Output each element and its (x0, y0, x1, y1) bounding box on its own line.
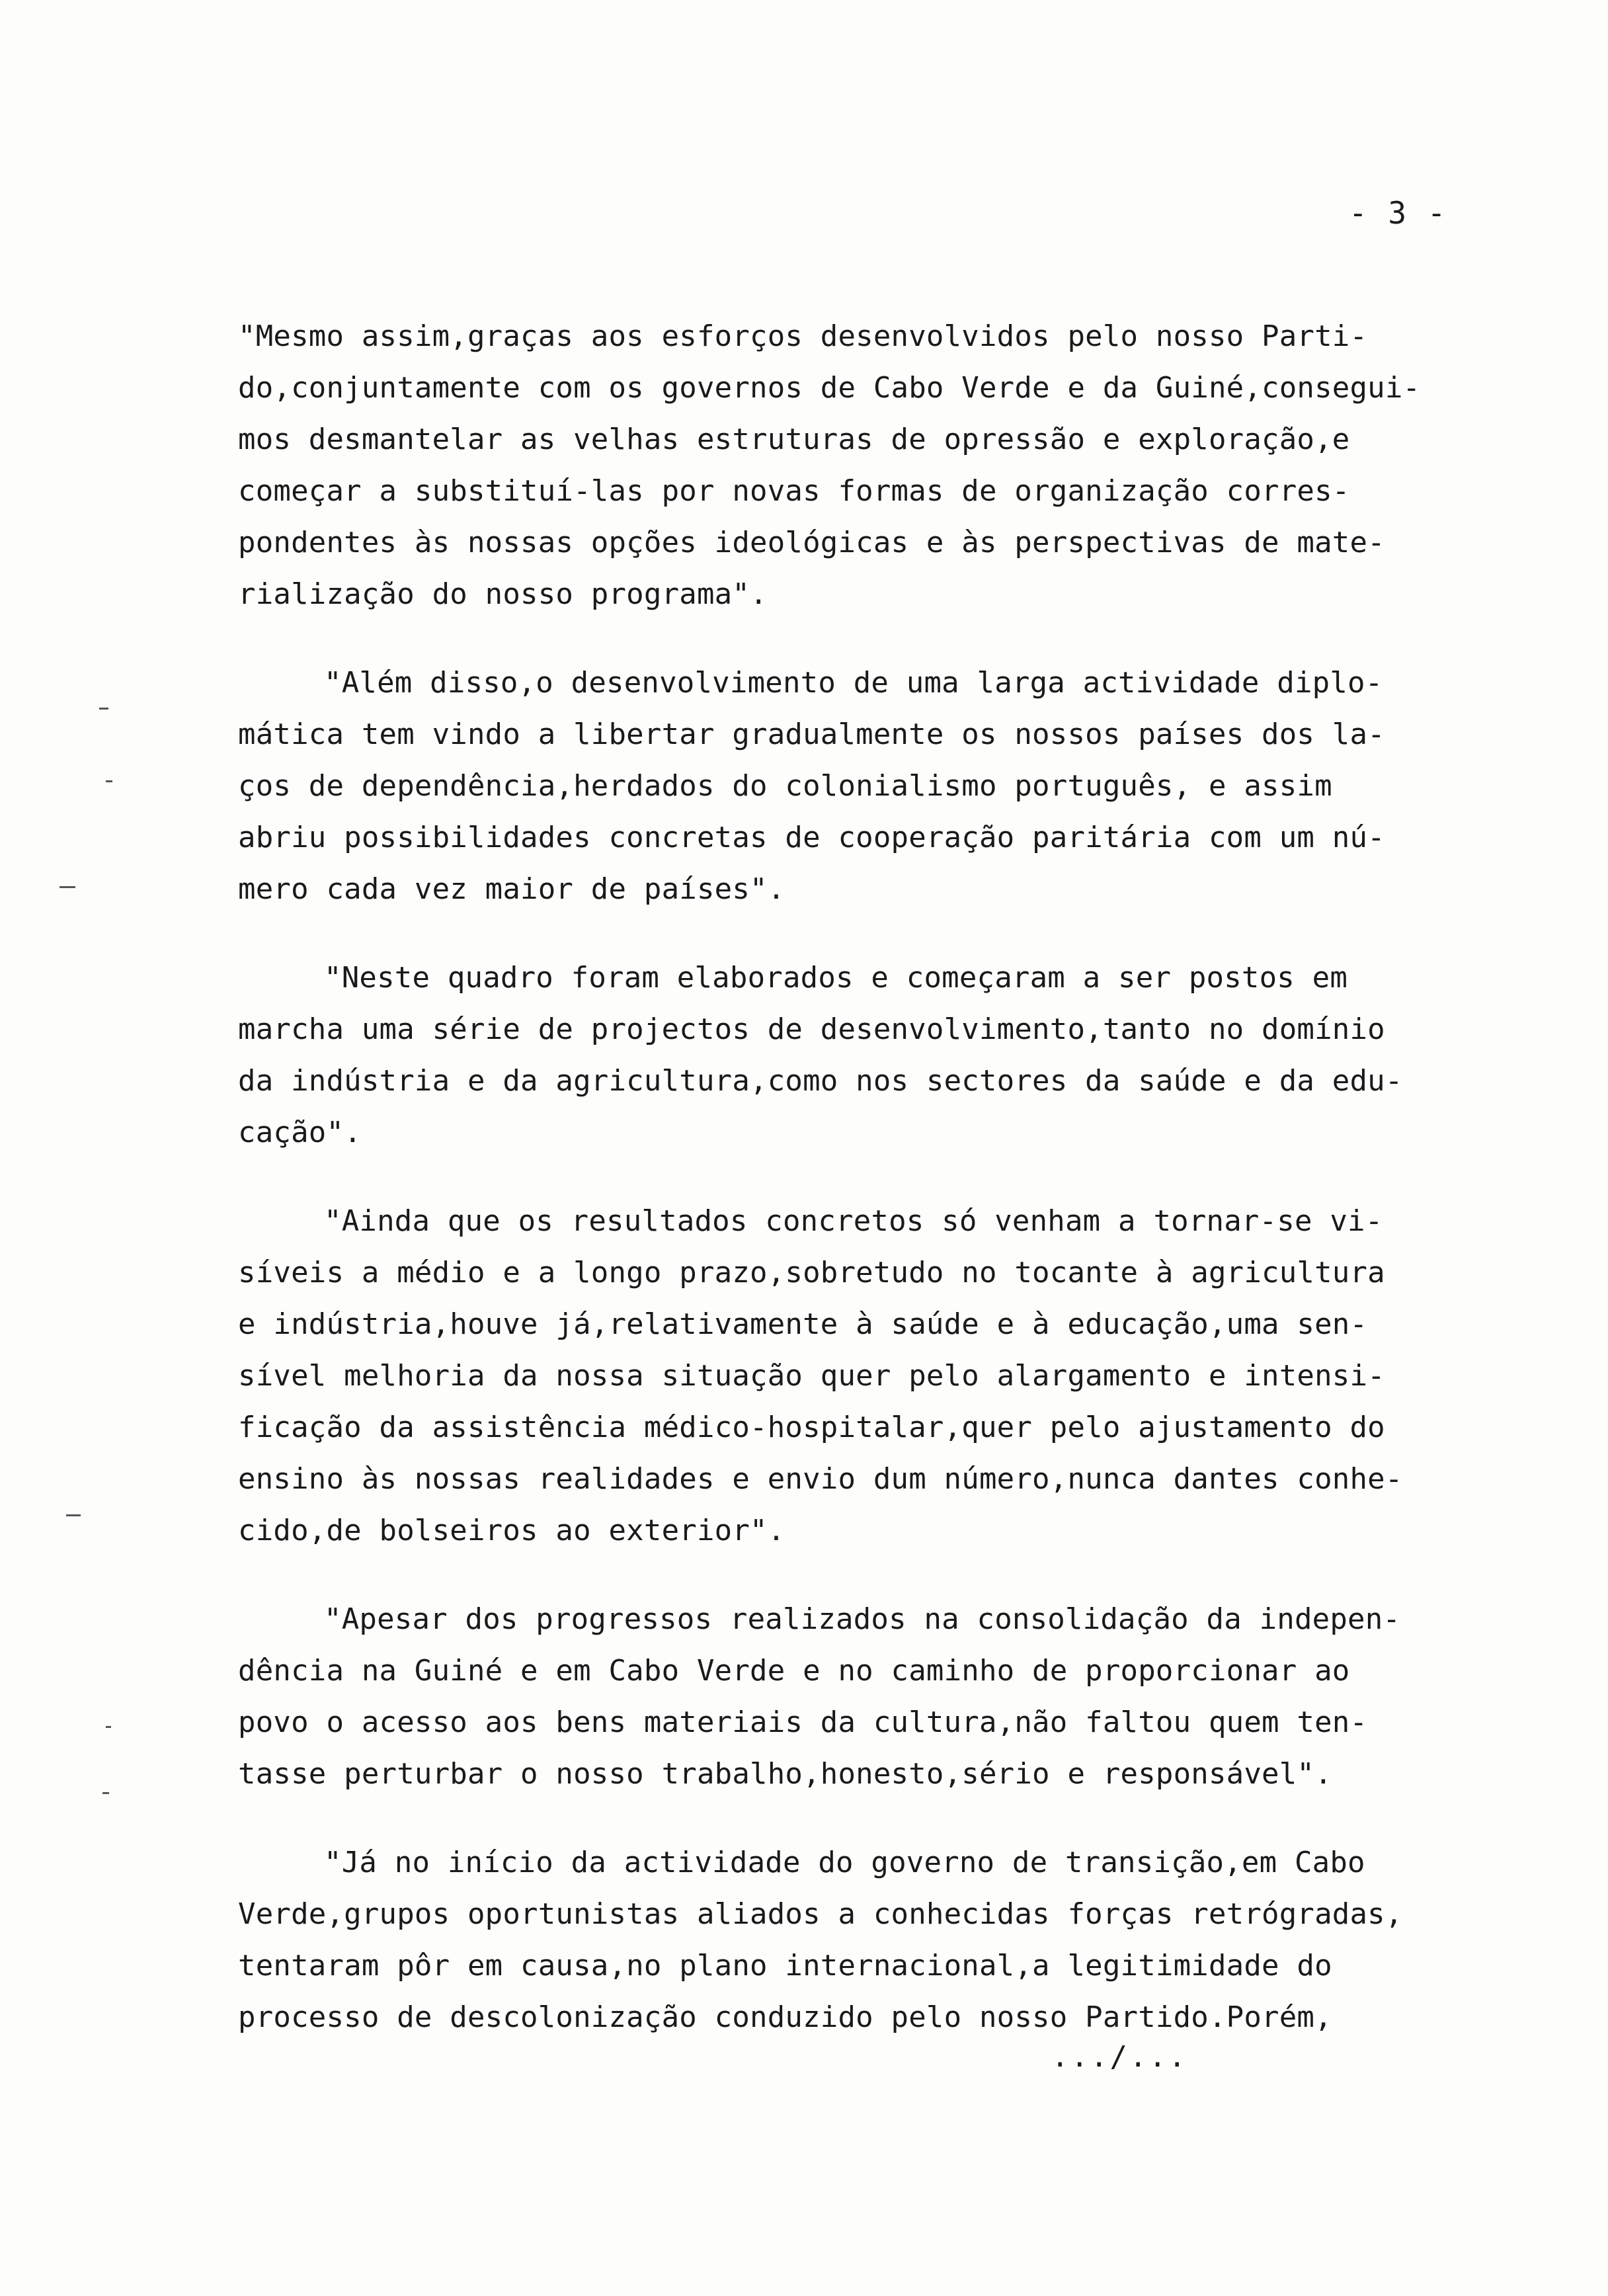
text-line: síveis a médio e a longo prazo,sobretudo no tocante à agricultura (238, 1256, 1385, 1290)
continuation-marker: .../... (1051, 2040, 1188, 2074)
text-line: mos desmantelar as velhas estruturas de opressão e exploração,e (238, 423, 1350, 456)
margin-mark (99, 708, 108, 710)
margin-mark (66, 1514, 81, 1516)
text-line: pondentes às nossas opções ideológicas e às perspectivas de mate- (238, 526, 1385, 559)
text-line: começar a substituí-las por novas formas de organização corres- (238, 474, 1350, 508)
text-line: mática tem vindo a libertar gradualmente os nossos países dos la- (238, 718, 1385, 751)
text-line: "Apesar dos progressos realizados na consolidação da indepen- (324, 1602, 1401, 1636)
text-line: mero cada vez maior de países". (238, 872, 785, 906)
text-line: marcha uma série de projectos de desenvolvimento,tanto no domínio (238, 1012, 1385, 1046)
paragraph-2 (238, 657, 1534, 915)
text-line: "Mesmo assim,graças aos esforços desenvolvidos pelo nosso Parti- (238, 319, 1368, 353)
margin-mark (60, 886, 75, 888)
paragraph-6 (238, 1837, 1534, 2043)
document-body (238, 311, 1534, 2080)
text-line: dência na Guiné e em Cabo Verde e no caminho de proporcionar ao (238, 1654, 1350, 1688)
text-line: rialização do nosso programa". (238, 577, 768, 611)
paragraph-4 (238, 1196, 1534, 1557)
text-line: cido,de bolseiros ao exterior". (238, 1514, 785, 1547)
text-line: processo de descolonização conduzido pelo nosso Partido.Porém, (238, 2000, 1332, 2034)
paragraph-5 (238, 1594, 1534, 1800)
text-line: "Além disso,o desenvolvimento de uma larga actividade diplo- (324, 666, 1383, 700)
text-line: sível melhoria da nossa situação quer pelo alargamento e intensi- (238, 1359, 1385, 1393)
text-line: "Neste quadro foram elaborados e começaram a ser postos em (324, 961, 1348, 995)
page-number: - 3 - (1349, 195, 1447, 231)
paragraph-3 (238, 952, 1534, 1159)
text-line: da indústria e da agricultura,como nos sectores da saúde e da edu- (238, 1064, 1403, 1098)
text-line: ficação da assistência médico-hospitalar,quer pelo ajustamento do (238, 1411, 1385, 1444)
text-line: abriu possibilidades concretas de cooperação paritária com um nú- (238, 821, 1385, 854)
text-line: do,conjuntamente com os governos de Cabo Verde e da Guiné,consegui- (238, 371, 1421, 405)
paragraph-1 (238, 311, 1534, 620)
text-line: tentaram pôr em causa,no plano internacional,a legitimidade do (238, 1949, 1332, 1983)
margin-mark (106, 780, 112, 782)
text-line: e indústria,houve já,relativamente à saúde e à educação,uma sen- (238, 1307, 1368, 1341)
text-line: Verde,grupos oportunistas aliados a conhecidas forças retrógradas, (238, 1897, 1403, 1931)
text-line: ensino às nossas realidades e envio dum número,nunca dantes conhe- (238, 1462, 1403, 1496)
text-line: tasse perturbar o nosso trabalho,honesto,sério e responsável". (238, 1757, 1332, 1791)
text-line: "Já no início da actividade do governo de transição,em Cabo (324, 1846, 1365, 1879)
text-line: "Ainda que os resultados concretos só venham a tornar-se vi- (324, 1204, 1383, 1238)
text-line: povo o acesso aos bens materiais da cultura,não faltou quem ten- (238, 1705, 1368, 1739)
text-line: cação". (238, 1116, 362, 1149)
text-line: ços de dependência,herdados do colonialismo português, e assim (238, 769, 1332, 803)
margin-mark (106, 1726, 111, 1728)
margin-mark (102, 1792, 109, 1794)
